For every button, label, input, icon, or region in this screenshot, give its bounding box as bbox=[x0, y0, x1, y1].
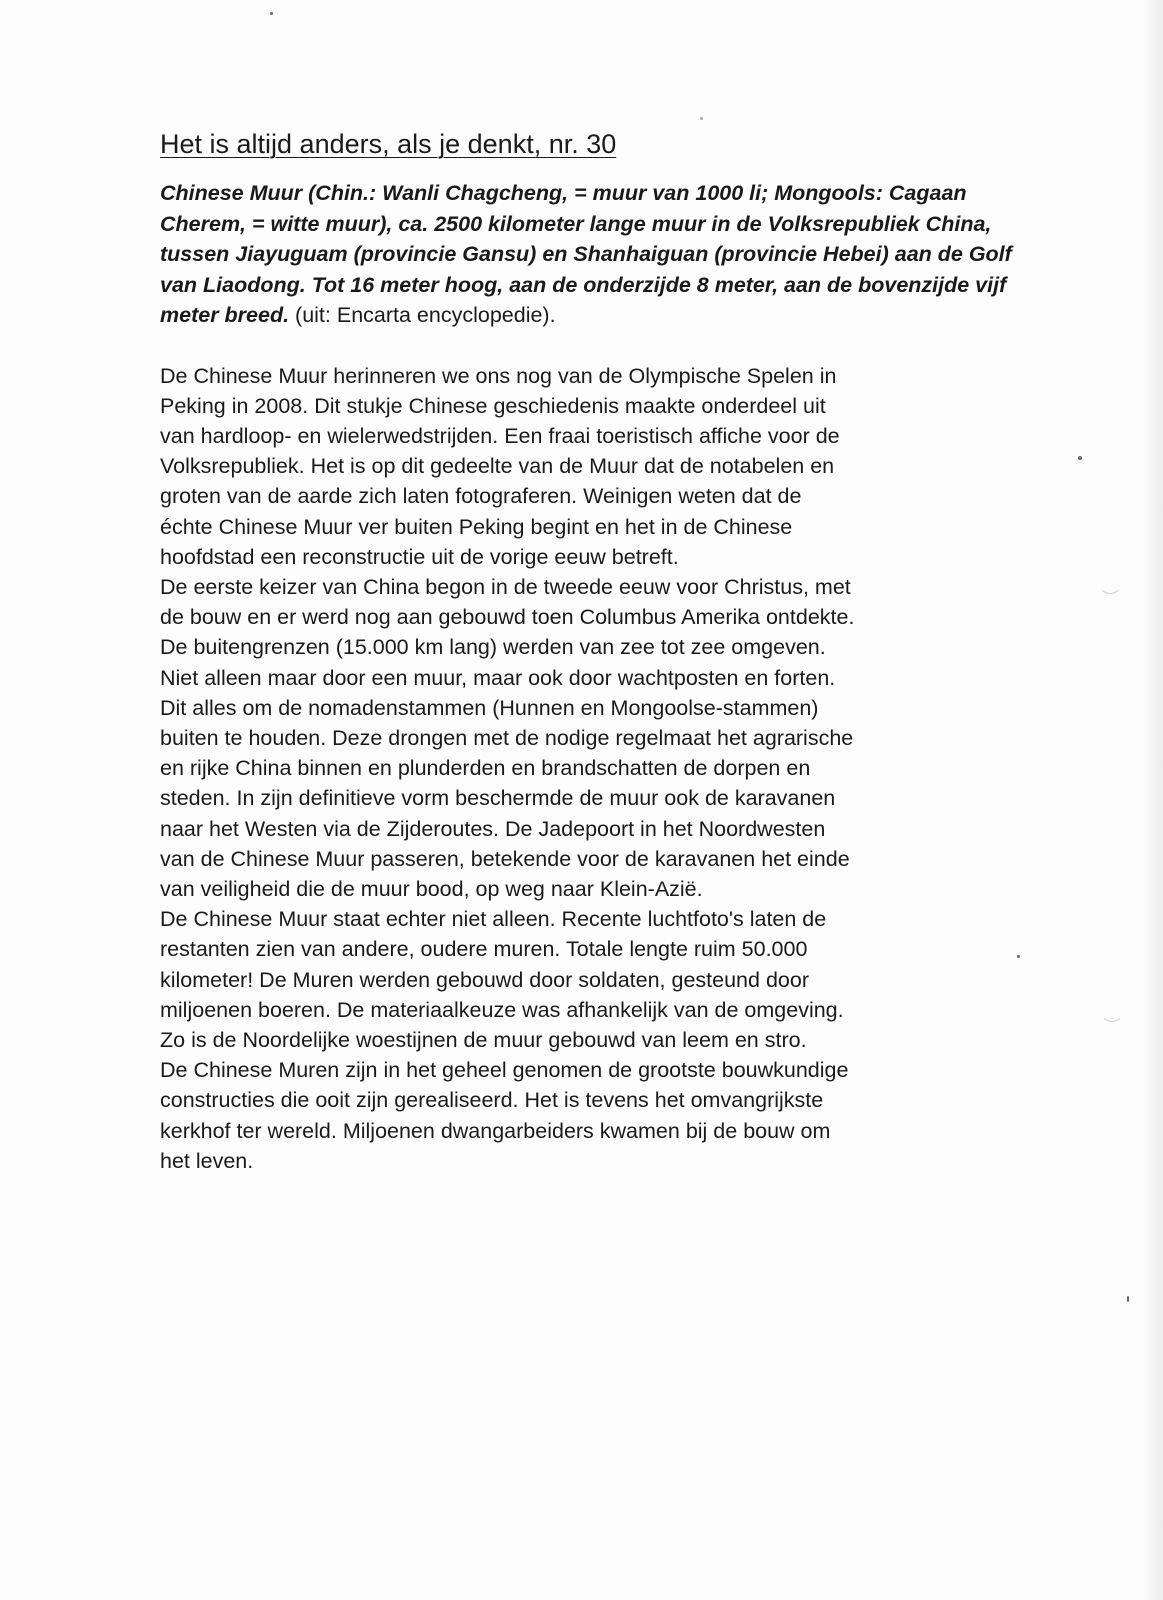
body-line: van hardloop- en wielerwedstrijden. Een fraai toeristisch affiche voor de bbox=[160, 423, 840, 448]
body-line: kerkhof ter wereld. Miljoenen dwangarbeiders kwamen bij de bouw om bbox=[160, 1118, 831, 1143]
encyclopedia-source: (uit: Encarta encyclopedie). bbox=[289, 303, 556, 327]
body-line: Volksrepubliek. Het is op dit gedeelte van de Muur dat de notabelen en bbox=[160, 454, 835, 479]
body-line: restanten zien van andere, oudere muren. Totale lengte ruim 50.000 bbox=[160, 937, 808, 962]
body-line: De eerste keizer van China begon in de tweede eeuw voor Christus, met bbox=[160, 574, 851, 599]
body-line: De Chinese Muren zijn in het geheel genomen de grootste bouwkundige bbox=[160, 1058, 849, 1083]
body-line: Zo is de Noordelijke woestijnen de muur gebouwd van leem en stro. bbox=[160, 1027, 807, 1052]
body-line: groten van de aarde zich laten fotograferen. Weinigen weten dat de bbox=[160, 484, 802, 509]
body-line: De buitengrenzen (15.000 km lang) werden van zee tot zee omgeven. bbox=[160, 635, 826, 660]
body-line: buiten te houden. Deze drongen met de nodige regelmaat het agrarische bbox=[160, 725, 854, 750]
body-line: Dit alles om de nomadenstammen (Hunnen en Mongoolse-stammen) bbox=[160, 695, 819, 720]
document-title: Het is altijd anders, als je denkt, nr. 30 bbox=[160, 129, 617, 159]
body-line: miljoenen boeren. De materiaalkeuze was afhankelijk van de omgeving. bbox=[160, 997, 844, 1022]
encyclopedia-quote bbox=[160, 178, 1030, 331]
body-line: constructies die ooit zijn gerealiseerd. Het is tevens het omvangrijkste bbox=[160, 1088, 824, 1113]
body-line: De Chinese Muur staat echter niet alleen. Recente luchtfoto's laten de bbox=[160, 907, 827, 932]
scan-speck bbox=[1127, 1296, 1129, 1302]
body-line: de bouw en er werd nog aan gebouwd toen Columbus Amerika ontdekte. bbox=[160, 605, 855, 630]
document-content bbox=[160, 126, 1030, 1176]
body-line: Peking in 2008. Dit stukje Chinese geschiedenis maakte onderdeel uit bbox=[160, 393, 826, 418]
scan-edge-mark bbox=[1098, 570, 1122, 594]
body-line: kilometer! De Muren werden gebouwd door soldaten, gesteund door bbox=[160, 967, 809, 992]
scan-speck bbox=[270, 12, 273, 15]
body-line: Niet alleen maar door een muur, maar ook door wachtposten en forten. bbox=[160, 665, 836, 690]
body-line: van de Chinese Muur passeren, betekende voor de karavanen het einde bbox=[160, 846, 850, 871]
body-line: en rijke China binnen en plunderden en brandschatten de dorpen en bbox=[160, 756, 811, 781]
body-line: naar het Westen via de Zijderoutes. De Jadepoort in het Noordwesten bbox=[160, 816, 826, 841]
body-line: échte Chinese Muur ver buiten Peking begint en het in de Chinese bbox=[160, 514, 793, 539]
body-line: van veiligheid die de muur bood, op weg naar Klein-Azië. bbox=[160, 876, 703, 901]
page-edge-shadow bbox=[1143, 0, 1163, 1600]
body-line: hoofdstad een reconstructie uit de vorige eeuw betreft. bbox=[160, 544, 679, 569]
scan-speck bbox=[1078, 456, 1082, 460]
body-line: De Chinese Muur herinneren we ons nog van de Olympische Spelen in bbox=[160, 363, 837, 388]
body-text bbox=[160, 361, 1030, 1176]
encyclopedia-definition: Chinese Muur (Chin.: Wanli Chagcheng, = muur van 1000 li; Mongools: Cagaan Cherem, = witte muur), ca. 2500 kilometer lange muur in de Volksrepubliek China, tussen Jiayuguam (provincie Gansu) en Shanhaiguan (provincie Hebei) aan de Golf van Liaodong. Tot 16 meter hoog, aan de onderzijde 8 meter, aan de bovenzijde vijf meter breed. bbox=[160, 181, 1012, 327]
scan-speck bbox=[700, 117, 703, 120]
scan-edge-mark bbox=[1100, 998, 1124, 1022]
body-line: het leven. bbox=[160, 1148, 254, 1173]
body-line: steden. In zijn definitieve vorm beschermde de muur ook de karavanen bbox=[160, 786, 836, 811]
